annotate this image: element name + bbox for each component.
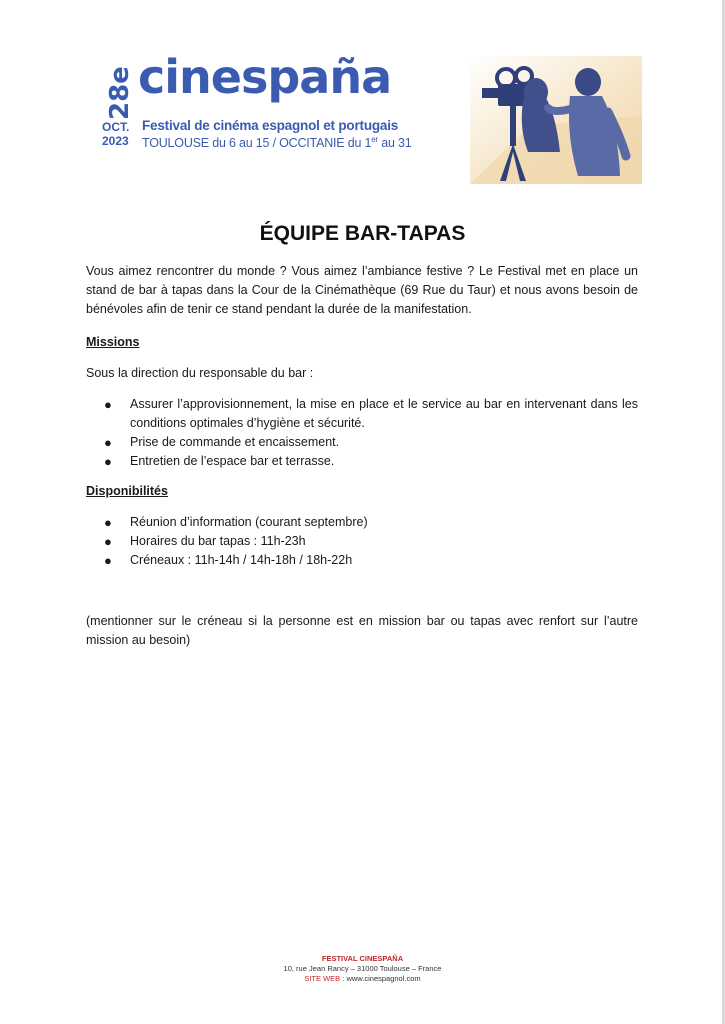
dates-part2: au 31 (377, 136, 412, 151)
festival-dates (142, 135, 412, 150)
year-label: 2023 (102, 134, 129, 148)
bullet-icon: ● (104, 454, 112, 469)
festival-header (98, 50, 643, 186)
missions-lead: Sous la direction du responsable du bar : (86, 366, 314, 380)
festival-subtitle: Festival de cinéma espagnol et portugais (142, 118, 399, 133)
bullet-icon: ● (104, 435, 112, 450)
dates-superscript: er (371, 135, 378, 144)
bullet-icon: ● (104, 534, 112, 549)
footer-web-link[interactable]: : www.cinespagnol.com (340, 974, 421, 983)
edition-number (98, 64, 142, 122)
disponibilites-heading: Disponibilités (86, 484, 168, 498)
list-item (104, 433, 638, 452)
edition-text: 28e (105, 66, 135, 120)
bullet-icon: ● (104, 515, 112, 530)
footer-address: 10, rue Jean Rancy – 31000 Toulouse – France (283, 964, 442, 973)
page-footer (0, 954, 725, 984)
intro-paragraph: Vous aimez rencontrer du monde ? Vous aimez l’ambiance festive ? Le Festival met en place un stand de bar à tapas dans la Cour de la Cinémathèque (69 Rue du Taur) et nous avons besoin de bénévoles afin de tenir ce stand pendant la durée de la manifestation. (86, 264, 638, 316)
footer-org: FESTIVAL CINESPAÑA (321, 954, 404, 963)
list-item (104, 532, 638, 551)
list-item (104, 395, 638, 433)
missions-list (104, 395, 638, 471)
note-paragraph: (mentionner sur le créneau si la personne est en mission bar ou tapas avec renfort sur l’autre mission au besoin) (86, 614, 638, 647)
list-item-text: Prise de commande et encaissement. (130, 435, 340, 449)
list-item-text: Assurer l’approvisionnement, la mise en place et le service au bar en intervenant dans les conditions optimales d’hygiène et sécurité. (130, 397, 638, 430)
list-item-text: Réunion d’information (courant septembre) (130, 515, 368, 529)
footer-web-label: SITE WEB (304, 974, 341, 983)
date-block (102, 120, 129, 148)
list-item (104, 551, 638, 570)
list-item-text: Créneaux : 11h-14h / 14h-18h / 18h-22h (130, 553, 353, 567)
dates-part1: TOULOUSE du 6 au 15 / OCCITANIE du 1 (142, 136, 372, 151)
film-camera-photo-icon (470, 56, 642, 184)
list-item-text: Horaires du bar tapas : 11h-23h (130, 534, 306, 548)
bullet-icon: ● (104, 397, 112, 412)
brand-logo-text: cinespaña (138, 50, 392, 104)
list-item (104, 452, 638, 471)
list-item-text: Entretien de l’espace bar et terrasse. (130, 454, 335, 468)
month-label: OCT. (102, 120, 130, 134)
missions-heading: Missions (86, 335, 140, 349)
list-item (104, 513, 638, 532)
bullet-icon: ● (104, 553, 112, 568)
page-title: ÉQUIPE BAR-TAPAS (259, 222, 466, 245)
disponibilites-list (104, 513, 638, 570)
footer-web (0, 974, 725, 984)
